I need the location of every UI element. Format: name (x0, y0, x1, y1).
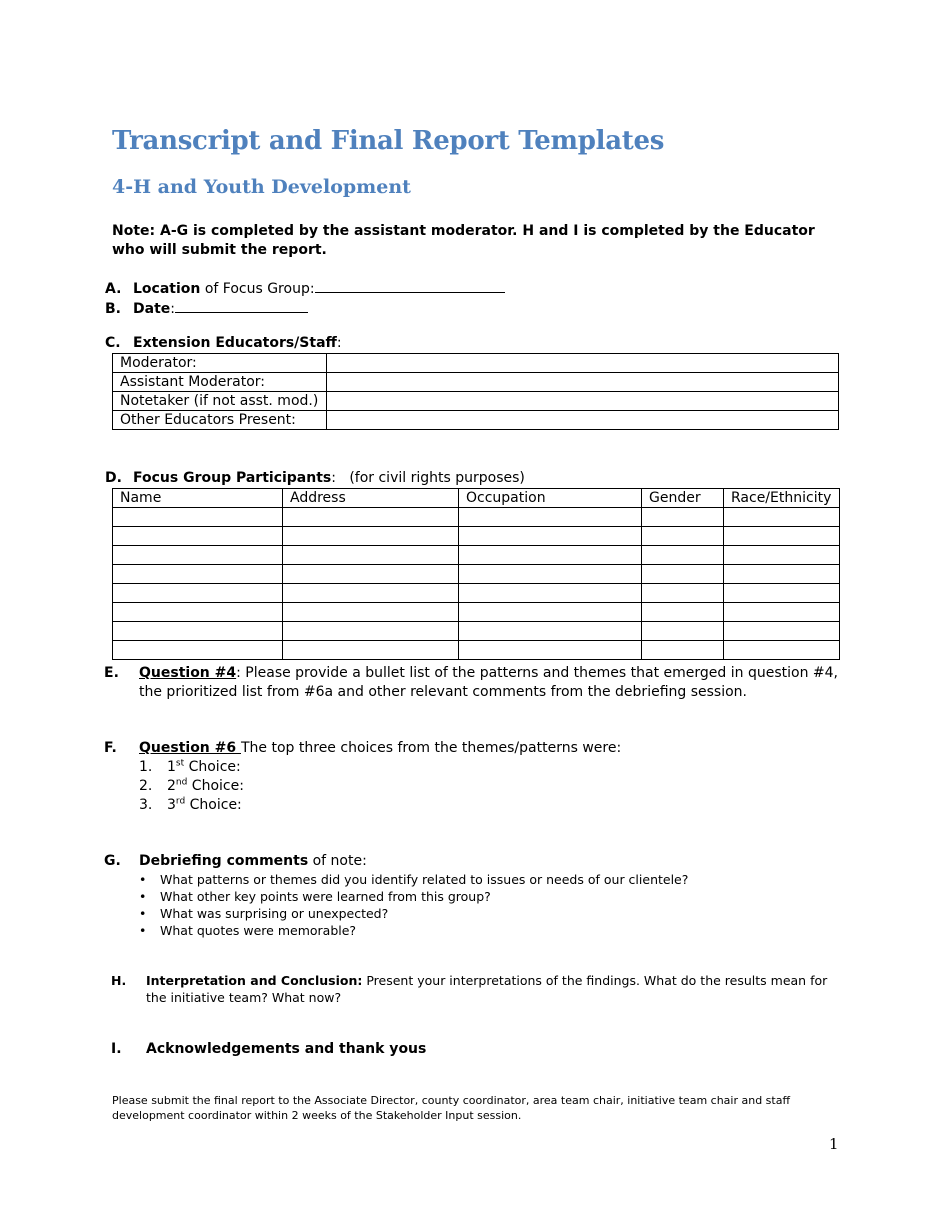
table-cell[interactable] (642, 584, 724, 603)
section-e-text: : Please provide a bullet list of the patterns and themes that emerged in question #4, (236, 665, 838, 681)
staff-table (112, 353, 839, 430)
column-header-address: Address (283, 489, 459, 508)
table-cell[interactable] (642, 546, 724, 565)
table-cell[interactable] (642, 565, 724, 584)
table-row (113, 622, 840, 641)
section-c-letter: C. (105, 335, 121, 351)
section-d-label: Focus Group Participants (133, 470, 332, 486)
section-f-letter: F. (104, 740, 117, 756)
table-cell[interactable] (724, 508, 840, 527)
footer-note: Please submit the final report to the Associate Director, county coordinator, area team chair, initiative team chair and staff development coordinator within 2 weeks of the Stakeholder Input session. (112, 1094, 791, 1122)
section-b-letter: B. (105, 301, 121, 317)
table-cell[interactable] (459, 622, 642, 641)
staff-value-cell[interactable] (327, 373, 839, 392)
table-cell[interactable] (642, 641, 724, 660)
table-cell[interactable] (724, 546, 840, 565)
choice-ordinal: 2 (167, 778, 176, 794)
table-row (113, 527, 840, 546)
bullet-icon: • (139, 923, 147, 938)
table-row (113, 584, 840, 603)
staff-label: Assistant Moderator: (113, 373, 327, 392)
section-g-label: Debriefing comments (139, 853, 309, 869)
choice-ordinal-suffix: rd (175, 796, 186, 807)
section-c-label-rest: : (336, 335, 342, 351)
section-a-label-rest: of Focus Group: (200, 281, 315, 297)
section-e-letter: E. (104, 665, 119, 681)
choice-item (104, 758, 621, 777)
table-cell[interactable] (724, 527, 840, 546)
choice-label: Choice: (185, 797, 242, 813)
table-cell[interactable] (724, 641, 840, 660)
location-blank[interactable] (315, 278, 505, 293)
staff-value-cell[interactable] (327, 392, 839, 411)
table-row (113, 603, 840, 622)
table-cell[interactable] (283, 508, 459, 527)
participants-table (112, 488, 840, 660)
section-i-letter: I. (111, 1041, 122, 1057)
table-cell[interactable] (459, 527, 642, 546)
table-cell[interactable] (283, 565, 459, 584)
table-cell[interactable] (113, 527, 283, 546)
list-item (139, 922, 688, 939)
section-b (105, 298, 308, 319)
section-c-label: Extension Educators/Staff (133, 335, 337, 351)
staff-value-cell[interactable] (327, 354, 839, 373)
section-d-label-rest: : (for civil rights purposes) (331, 470, 525, 486)
section-i (111, 1040, 426, 1059)
choice-item (104, 777, 621, 796)
list-item (139, 888, 688, 905)
table-cell[interactable] (642, 508, 724, 527)
section-a-label: Location (133, 281, 201, 297)
choice-label: Choice: (187, 778, 244, 794)
section-g-letter: G. (104, 853, 121, 869)
column-header-occupation: Occupation (459, 489, 642, 508)
section-i-label: Acknowledgements and thank yous (146, 1041, 427, 1057)
table-cell[interactable] (283, 546, 459, 565)
table-cell[interactable] (459, 508, 642, 527)
choice-ordinal-suffix: nd (175, 777, 188, 788)
page-subtitle: 4-H and Youth Development (112, 176, 411, 198)
staff-label: Notetaker (if not asst. mod.) (113, 392, 327, 411)
section-h-letter: H. (111, 973, 127, 988)
table-cell[interactable] (113, 584, 283, 603)
choice-number: 2. (139, 778, 153, 794)
table-cell[interactable] (724, 622, 840, 641)
table-cell[interactable] (113, 565, 283, 584)
table-cell[interactable] (113, 622, 283, 641)
section-d-letter: D. (105, 470, 122, 486)
staff-label: Moderator: (113, 354, 327, 373)
date-blank[interactable] (175, 298, 308, 313)
list-item-text: What patterns or themes did you identify related to issues or needs of our clientele? (160, 872, 689, 887)
table-row (113, 546, 840, 565)
section-h-label: Interpretation and Conclusion: (146, 973, 363, 988)
section-f-label: Question #6 (139, 740, 241, 756)
table-cell[interactable] (113, 641, 283, 660)
section-g-label-rest: of note: (308, 853, 367, 869)
staff-value-cell[interactable] (327, 411, 839, 430)
section-g (104, 852, 688, 939)
table-cell[interactable] (283, 584, 459, 603)
table-cell[interactable] (724, 584, 840, 603)
choice-ordinal: 3 (167, 797, 176, 813)
section-a-letter: A. (105, 281, 122, 297)
page-number: 1 (829, 1135, 839, 1153)
column-header-name: Name (113, 489, 283, 508)
table-cell[interactable] (459, 584, 642, 603)
section-h-text: Present your interpretations of the findings. What do the results mean for (362, 973, 828, 988)
bullet-icon: • (139, 906, 147, 921)
table-cell[interactable] (283, 622, 459, 641)
table-row (113, 508, 840, 527)
table-cell[interactable] (459, 641, 642, 660)
column-header-race-ethnicity: Race/Ethnicity (724, 489, 840, 508)
table-cell[interactable] (459, 565, 642, 584)
table-cell[interactable] (642, 622, 724, 641)
table-cell[interactable] (724, 565, 840, 584)
section-f-text: The top three choices from the themes/patterns were: (241, 740, 622, 756)
section-e-label: Question #4 (139, 665, 237, 681)
table-cell[interactable] (283, 603, 459, 622)
bullet-icon: • (139, 889, 147, 904)
table-row (113, 565, 840, 584)
table-cell[interactable] (459, 546, 642, 565)
list-item (139, 871, 688, 888)
list-item-text: What other key points were learned from this group? (160, 889, 491, 904)
section-e-text-line2: the prioritized list from #6a and other relevant comments from the debriefing session. (139, 684, 747, 700)
section-d-heading (105, 469, 525, 488)
section-f (104, 739, 621, 815)
section-a (105, 278, 505, 299)
staff-label: Other Educators Present: (113, 411, 327, 430)
table-row (113, 392, 839, 411)
column-header-gender: Gender (642, 489, 724, 508)
choice-item (104, 796, 621, 815)
choice-number: 3. (139, 797, 153, 813)
section-h-text-line2: the initiative team? What now? (146, 990, 342, 1005)
table-row (113, 411, 839, 430)
table-row (113, 373, 839, 392)
note-text: Note: A-G is completed by the assistant moderator. H and I is completed by the Educator who will submit the report. (112, 223, 815, 258)
section-e (104, 664, 838, 702)
list-item (139, 905, 688, 922)
section-b-label-rest: : (170, 301, 175, 317)
table-cell[interactable] (113, 508, 283, 527)
section-h (111, 972, 827, 1006)
bullet-icon: • (139, 872, 147, 887)
table-cell[interactable] (459, 603, 642, 622)
table-cell[interactable] (724, 603, 840, 622)
table-cell[interactable] (642, 527, 724, 546)
table-cell[interactable] (113, 603, 283, 622)
table-row (113, 354, 839, 373)
table-cell[interactable] (283, 641, 459, 660)
page-title: Transcript and Final Report Templates (112, 126, 665, 156)
section-c-heading (105, 334, 342, 353)
table-row (113, 641, 840, 660)
section-b-label: Date (133, 301, 171, 317)
choice-number: 1. (139, 759, 153, 775)
table-cell[interactable] (283, 527, 459, 546)
table-header-row (113, 489, 840, 508)
choice-label: Choice: (184, 759, 241, 775)
choice-ordinal: 1 (167, 759, 176, 775)
list-item-text: What quotes were memorable? (160, 923, 357, 938)
table-cell[interactable] (642, 603, 724, 622)
choice-ordinal-suffix: st (175, 758, 185, 769)
table-cell[interactable] (113, 546, 283, 565)
list-item-text: What was surprising or unexpected? (160, 906, 389, 921)
